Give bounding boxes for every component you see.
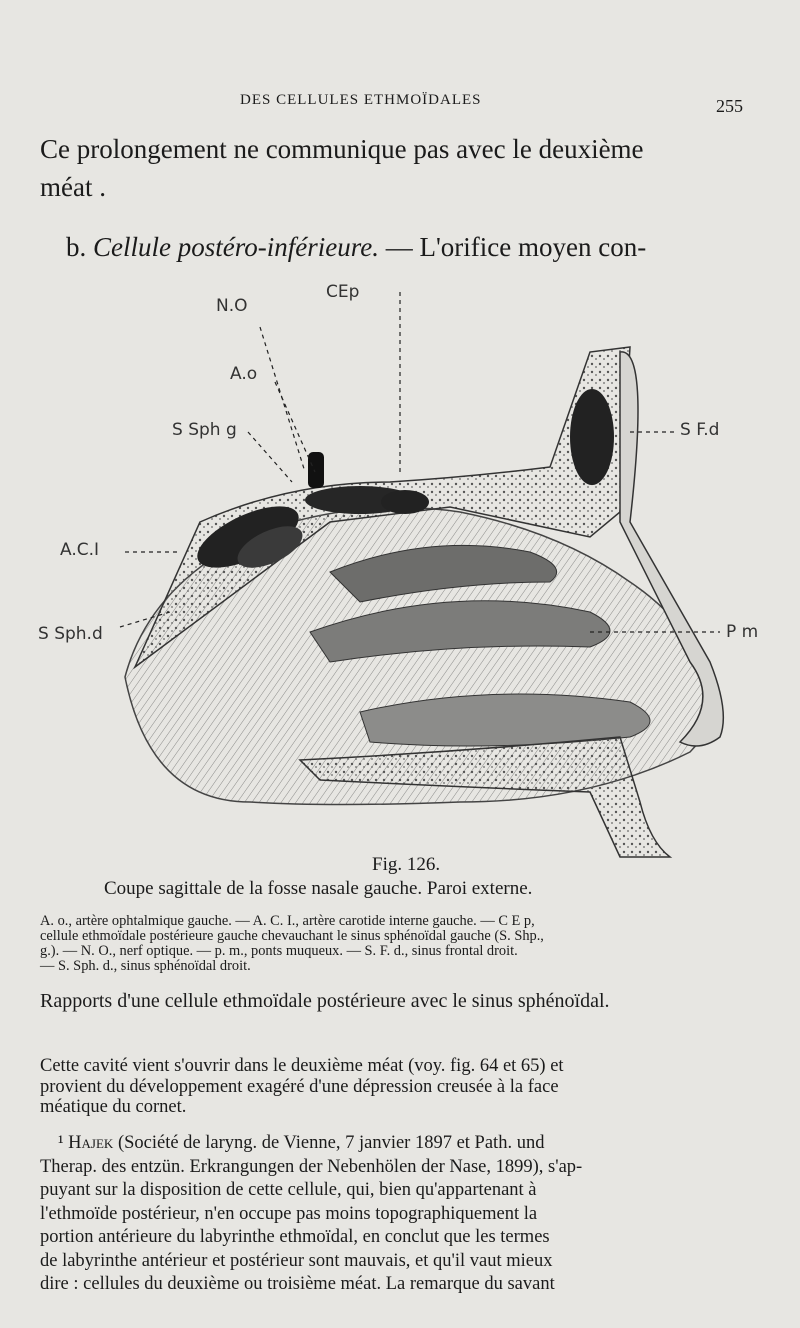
footnote-line: portion antérieure du labyrinthe ethmoïdal, en conclut que les termes [40, 1227, 550, 1247]
footnote-marker: ¹ [58, 1133, 64, 1153]
figure-legend [40, 914, 760, 974]
label-right-sphenoid-sinus: S Sph.d [38, 624, 103, 644]
running-title: DES CELLULES ETHMOÏDALES [240, 92, 482, 108]
footnote-line: l'ethmoïde postérieur, n'en occupe pas moins topographiquement la [40, 1203, 538, 1224]
frontal-sinus [570, 389, 614, 485]
footnote-line [40, 1132, 760, 1156]
label-posterior-ethmoid-cell: CEp [326, 282, 360, 302]
paragraph-line: provient du développement exagéré d'une dépression creusée à la face [40, 1076, 559, 1097]
label-optic-nerve: N.O [216, 296, 248, 316]
footnote [40, 1132, 760, 1297]
subheading [66, 232, 646, 263]
figure-number: Fig. 126. [372, 854, 441, 875]
footnote-text: (Société de laryng. de Vienne, 7 janvier 1897 et Path. und [117, 1133, 545, 1153]
subheading-rest: — L'orifice moyen con- [385, 232, 647, 262]
ethmoid-cell-small [381, 490, 429, 514]
legend-line: — S. Sph. d., sinus sphénoïdal droit. [40, 958, 251, 974]
footnote-line: dire : cellules du deuxième ou troisième méat. La remarque du savant [40, 1274, 555, 1294]
footnote-line: puyant sur la disposition de cette cellule, qui, bien qu'appartenant à [40, 1180, 537, 1200]
label-internal-carotid-artery: A.C.I [60, 540, 100, 560]
figure-caption: Coupe sagittale de la fosse nasale gauche. Paroi externe. [104, 878, 533, 899]
footnote-line: de labyrinthe antérieur et postérieur sont mauvais, et qu'il vaut mieux [40, 1250, 553, 1271]
figure-subtitle: Rapports d'une cellule ethmoïdale postérieure avec le sinus sphénoïdal. [40, 990, 610, 1012]
label-right-frontal-sinus: S F.d [680, 420, 720, 440]
legend-line: cellule ethmoïdale postérieure gauche chevauchant le sinus sphénoïdal gauche (S. Shp., [40, 928, 544, 944]
footnote-author: Hajek [68, 1133, 114, 1153]
footnote-line: Therap. des entzün. Erkrangungen der Nebenhölen der Nase, 1899), s'ap- [40, 1156, 583, 1177]
page-number: 255 [716, 96, 743, 116]
anatomical-figure [30, 282, 770, 862]
legend-line: g.). — N. O., nerf optique. — p. m., ponts muqueux. — S. F. d., sinus frontal droit. [40, 943, 518, 959]
label-ophthalmic-artery: A.o [230, 364, 258, 384]
label-mucous-bridges: P m [726, 622, 759, 642]
optic-nerve [308, 452, 324, 488]
text-line-1: Ce prolongement ne communique pas avec le deuxième [40, 134, 644, 164]
sagittal-section-drawing [30, 282, 770, 862]
legend-line: A. o., artère ophtalmique gauche. — A. C. I., artère carotide interne gauche. — C E p, [40, 913, 535, 929]
body-paragraph [40, 1056, 760, 1118]
label-left-sphenoid-sinus: S Sph g [172, 420, 237, 440]
paragraph-line: méatique du cornet. [40, 1097, 187, 1117]
subheading-title: Cellule postéro-inférieure. [93, 232, 379, 262]
paragraph-line: Cette cavité vient s'ouvrir dans le deuxième méat (voy. fig. 64 et 65) et [40, 1056, 564, 1076]
text-line-2: méat . [40, 172, 106, 202]
subheading-letter: b. [66, 232, 87, 262]
